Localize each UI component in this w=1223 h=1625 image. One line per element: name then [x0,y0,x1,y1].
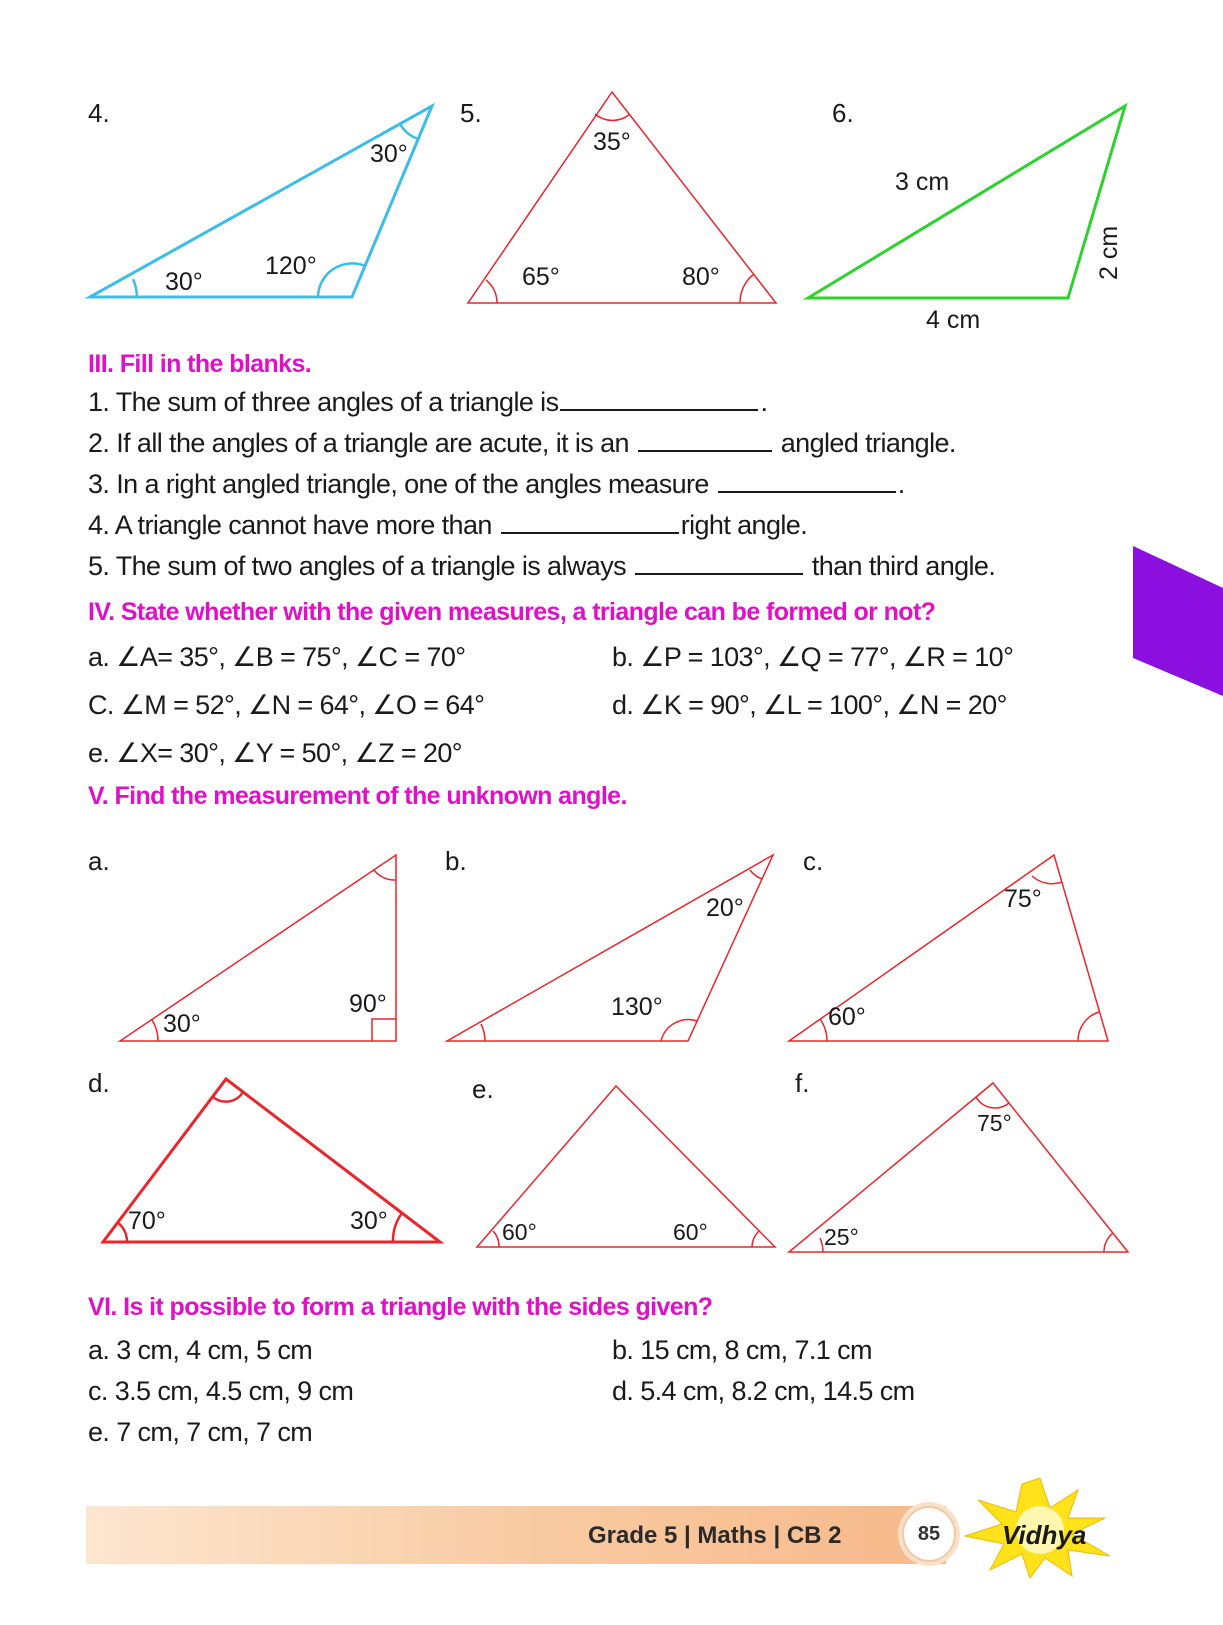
angle-label: 60° [828,1003,866,1031]
section-heading-fill-blanks: III. Fill in the blanks. [88,350,312,378]
angle-label: 90° [349,990,387,1018]
angle-set-a: a. ∠A= 35°, ∠B = 75°, ∠C = 70° [88,642,466,672]
angle-set-d: d. ∠K = 90°, ∠L = 100°, ∠N = 20° [612,690,1007,720]
figure-label-c: c. [803,846,824,876]
side-set-c: c. 3.5 cm, 4.5 cm, 9 cm [88,1376,354,1406]
unknown-angle-figures [0,820,1223,1260]
fill-blank-item-5: 5. The sum of two angles of a triangle is always than third angle. [88,551,996,581]
triangle-figure-b [447,855,773,1041]
figure-label-a: a. [88,846,110,876]
figure-label-e: e. [472,1074,494,1104]
fill-blank-item-2: 2. If all the angles of a triangle are acute, it is an angled triangle. [88,428,956,458]
figure-label-b: b. [445,846,467,876]
answer-blank[interactable] [718,469,896,493]
side-label: 2 cm [1095,225,1123,280]
angle-set-e: e. ∠X= 30°, ∠Y = 50°, ∠Z = 20° [88,738,462,768]
angle-label: 35° [593,128,631,156]
figure-label-f: f. [795,1068,810,1098]
answer-blank[interactable] [501,510,679,534]
angle-label: 75° [977,1110,1012,1136]
figure-label-d: d. [88,1068,110,1098]
vidhya-logo-icon [960,1478,1120,1578]
angle-label: 130° [611,993,663,1021]
angle-label: 65° [522,263,560,291]
angle-label: 30° [165,268,203,296]
side-tab-marker [1133,546,1223,696]
side-set-d: d. 5.4 cm, 8.2 cm, 14.5 cm [612,1376,915,1406]
angle-label: 75° [1004,885,1042,913]
angle-label: 80° [682,263,720,291]
triangle-figure-e [477,1086,775,1247]
angle-label: 30° [370,140,408,168]
angle-set-b: b. ∠P = 103°, ∠Q = 77°, ∠R = 10° [612,642,1014,672]
angle-label: 30° [163,1010,201,1038]
triangle-6-outline [808,106,1125,298]
question-number-6: 6. [832,98,854,128]
triangle-figure-c [789,855,1108,1041]
angle-label: 20° [706,894,744,922]
side-set-a: a. 3 cm, 4 cm, 5 cm [88,1335,313,1365]
angle-label: 60° [502,1219,537,1245]
angle-label: 70° [128,1207,166,1235]
triangle-figure-f [789,1083,1128,1252]
answer-blank[interactable] [638,428,772,452]
angle-label: 60° [673,1219,708,1245]
section-heading-sides-check: VI. Is it possible to form a triangle with the sides given? [88,1293,713,1321]
angle-label: 25° [824,1224,859,1250]
angle-set-c: C. ∠M = 52°, ∠N = 64°, ∠O = 64° [88,690,485,720]
answer-blank[interactable] [635,551,803,575]
fill-blank-item-4: 4. A triangle cannot have more than right angle. [88,510,808,540]
question-number-4: 4. [88,98,110,128]
page-number: 85 [902,1506,956,1562]
fill-blank-item-3: 3. In a right angled triangle, one of the angles measure . [88,469,905,499]
angle-label: 120° [265,252,317,280]
footer-course-info: Grade 5 | Maths | CB 2 [588,1522,842,1549]
logo-text: Vidhya [1002,1520,1087,1550]
triangle-figure-d [103,1079,440,1242]
section-heading-triangle-check: IV. State whether with the given measures, a triangle can be formed or not? [88,598,936,626]
angle-label: 30° [350,1207,388,1235]
question-number-5: 5. [460,98,482,128]
triangle-figure-a [120,855,396,1041]
side-set-b: b. 15 cm, 8 cm, 7.1 cm [612,1335,872,1365]
answer-blank[interactable] [560,387,758,411]
side-set-e: e. 7 cm, 7 cm, 7 cm [88,1417,313,1447]
fill-blank-item-1: 1. The sum of three angles of a triangle is . [88,387,768,417]
side-label: 4 cm [926,306,981,334]
triangle-figure-6 [0,0,1223,340]
section-heading-unknown-angle: V. Find the measurement of the unknown angle. [88,782,627,810]
side-label: 3 cm [895,168,950,196]
